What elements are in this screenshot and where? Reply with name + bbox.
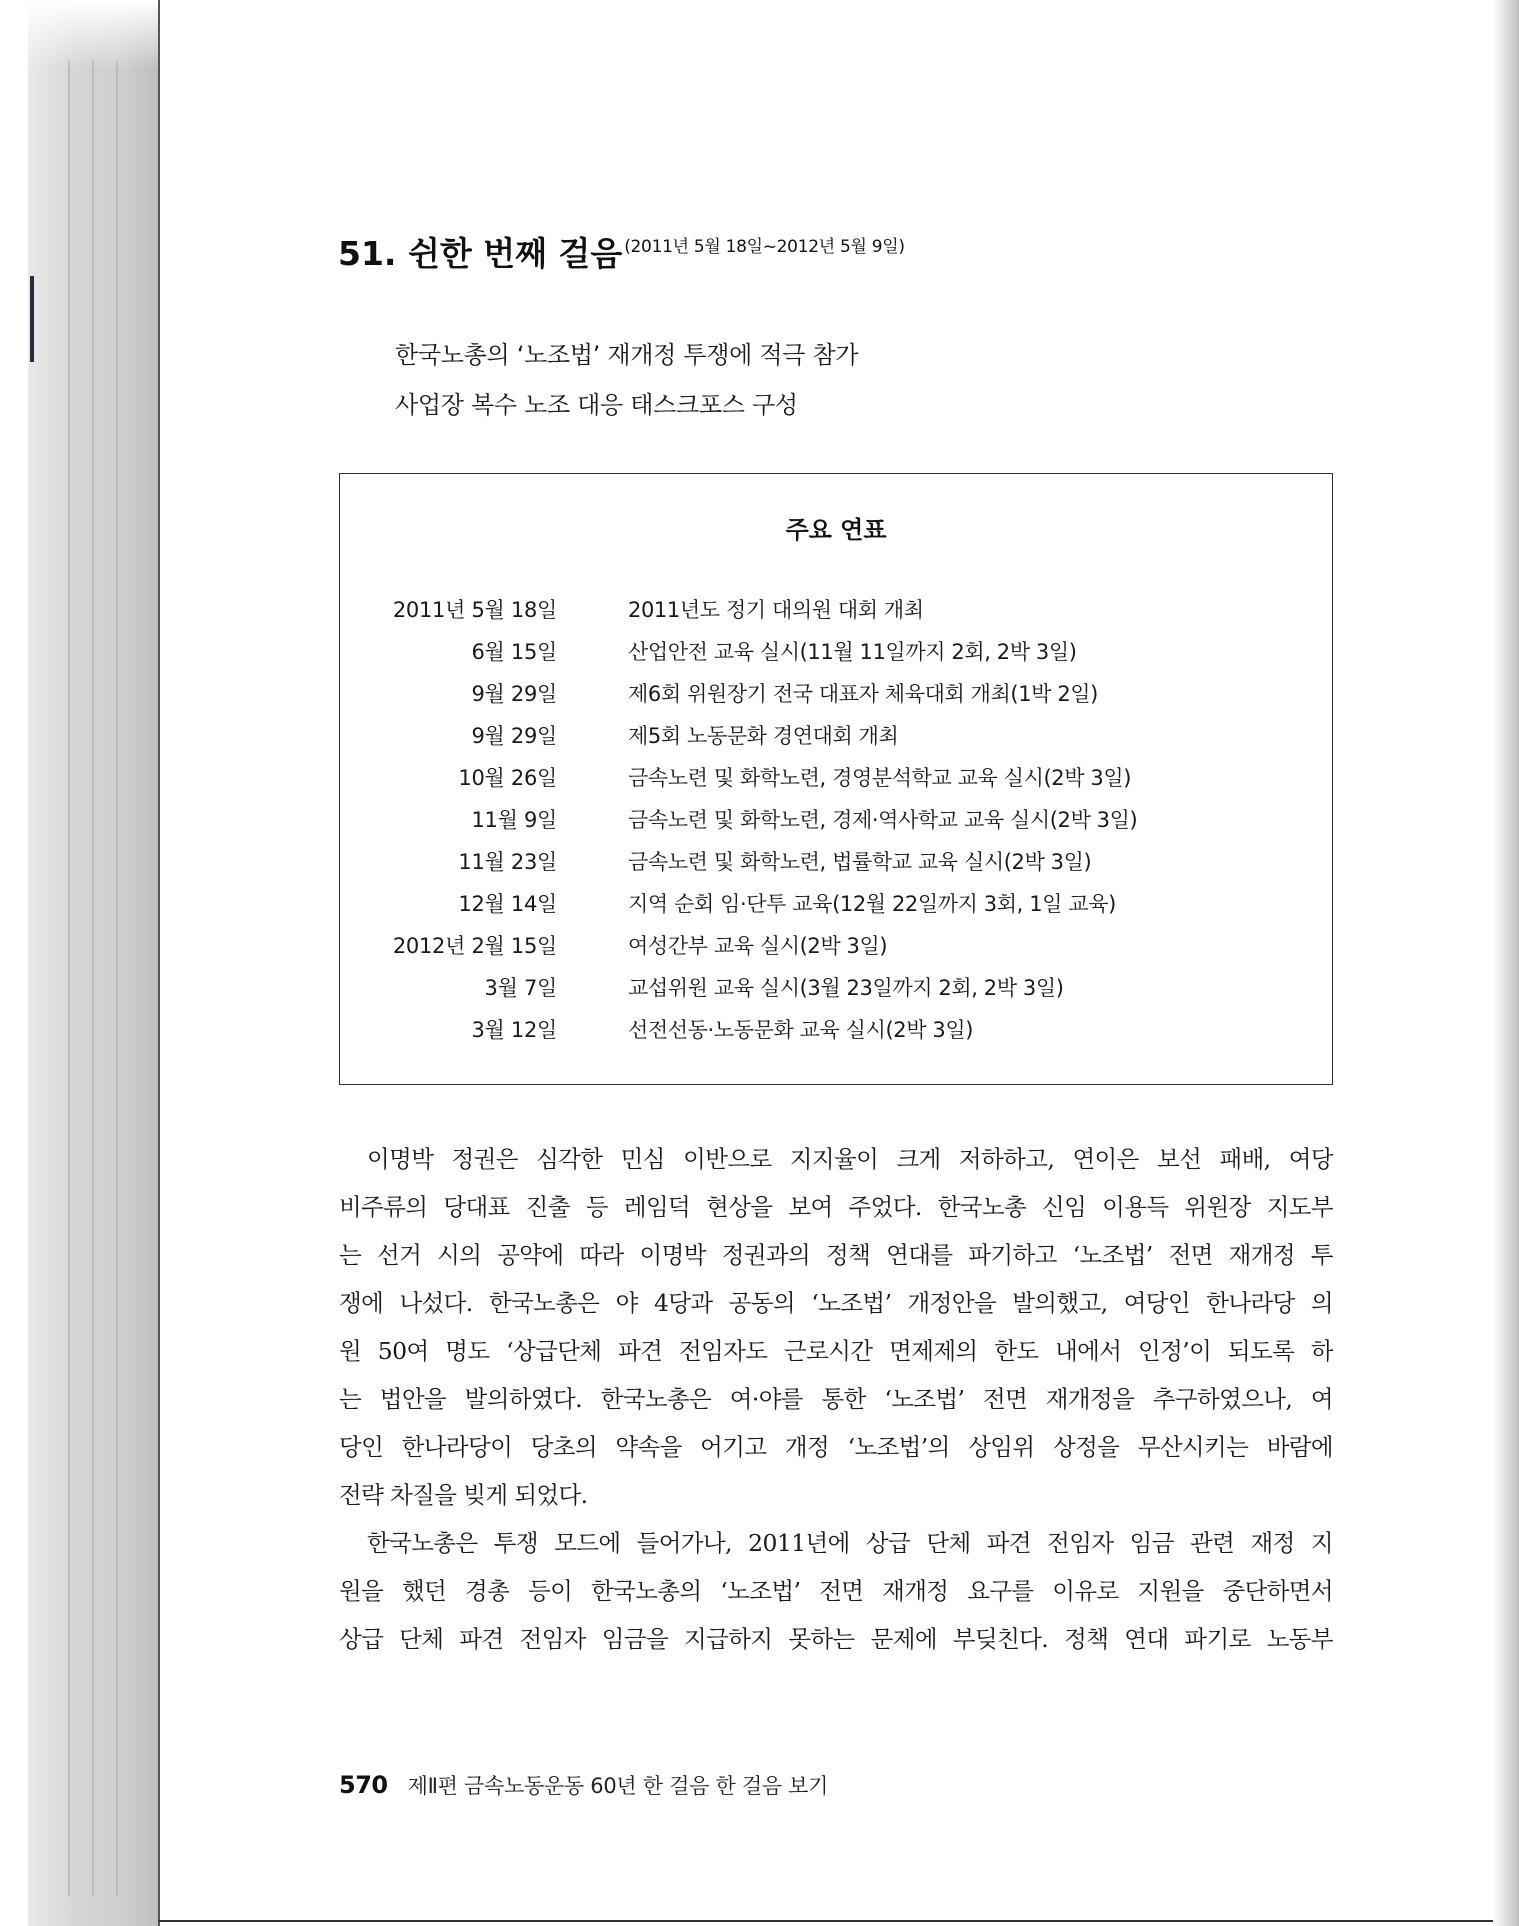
chapter-period: (2011년 5월 18일~2012년 5월 9일) — [624, 237, 905, 257]
timeline-event: 2011년도 정기 대의원 대회 개최 — [628, 598, 924, 622]
timeline-date: 9월 29일 — [471, 682, 557, 706]
timeline-event: 금속노련 및 화학노련, 경제·역사학교 교육 실시(2박 3일) — [628, 808, 1138, 832]
timeline-row — [340, 720, 1332, 762]
body-line: 전략 차질을 빚게 되었다. — [339, 1481, 588, 1509]
chapter-summary — [395, 330, 858, 430]
timeline-date: 11월 23일 — [458, 850, 557, 874]
timeline-row — [340, 594, 1332, 636]
timeline-row — [340, 804, 1332, 846]
page-bottom-border — [158, 1920, 1519, 1922]
timeline-date: 2011년 5월 18일 — [392, 598, 557, 622]
body-line: 는 선거 시의 공약에 따라 이명박 정권과의 정책 연대를 파기하고 ‘노조법’ 전면 재개정 투 — [339, 1241, 1333, 1269]
timeline-event: 산업안전 교육 실시(11월 11일까지 2회, 2박 3일) — [628, 640, 1077, 664]
running-head: 제Ⅱ편 금속노동운동 60년 한 걸음 한 걸음 보기 — [407, 1774, 829, 1798]
body-line: 원 50여 명도 ‘상급단체 파견 전임자도 근로시간 면제제의 한도 내에서 인정’이 되도록 하 — [339, 1337, 1333, 1365]
body-text — [339, 1135, 1333, 1663]
body-line: 한국노총은 투쟁 모드에 들어가나, 2011년에 상급 단체 파견 전임자 임금 관련 재정 지 — [367, 1529, 1333, 1557]
timeline-event: 지역 순회 임·단투 교육(12월 22일까지 3회, 1일 교육) — [628, 892, 1116, 916]
timeline-row — [340, 762, 1332, 804]
summary-line: 사업장 복수 노조 대응 태스크포스 구성 — [395, 391, 798, 419]
body-line: 당인 한나라당이 당초의 약속을 어기고 개정 ‘노조법’의 상임위 상정을 무산시키는 바람에 — [339, 1433, 1333, 1461]
timeline-date: 10월 26일 — [458, 766, 557, 790]
timeline-row — [340, 636, 1332, 678]
body-line: 쟁에 나섰다. 한국노총은 야 4당과 공동의 ‘노조법’ 개정안을 발의했고, 여당인 한나라당 의 — [339, 1289, 1333, 1317]
timeline-date: 3월 7일 — [484, 976, 557, 1000]
timeline-date: 2012년 2월 15일 — [392, 934, 557, 958]
timeline-date: 9월 29일 — [471, 724, 557, 748]
body-line: 원을 했던 경총 등이 한국노총의 ‘노조법’ 전면 재개정 요구를 이유로 지원을 중단하면서 — [339, 1577, 1333, 1605]
timeline-rows — [340, 594, 1332, 1056]
timeline-event: 제6회 위원장기 전국 대표자 체육대회 개최(1박 2일) — [628, 682, 1098, 706]
timeline-event: 금속노련 및 화학노련, 경영분석학교 교육 실시(2박 3일) — [628, 766, 1132, 790]
summary-line: 한국노총의 ‘노조법’ 재개정 투쟁에 적극 참가 — [395, 341, 859, 369]
timeline-date: 12월 14일 — [458, 892, 557, 916]
timeline-event: 선전선동·노동문화 교육 실시(2박 3일) — [628, 1018, 974, 1042]
page-number: 570 — [339, 1771, 388, 1799]
timeline-box — [339, 473, 1333, 1085]
page-footer — [339, 1770, 828, 1800]
timeline-row — [340, 846, 1332, 888]
timeline-event: 제5회 노동문화 경연대회 개최 — [628, 724, 899, 748]
timeline-event: 금속노련 및 화학노련, 법률학교 교육 실시(2박 3일) — [628, 850, 1092, 874]
body-line: 이명박 정권은 심각한 민심 이반으로 지지율이 크게 저하하고, 연이은 보선 패배, 여당 — [367, 1145, 1333, 1173]
timeline-date: 11월 9일 — [471, 808, 557, 832]
timeline-event: 교섭위원 교육 실시(3월 23일까지 2회, 2박 3일) — [628, 976, 1064, 1000]
timeline-row — [340, 888, 1332, 930]
body-line: 상급 단체 파견 전임자 임금을 지급하지 못하는 문제에 부딪친다. 정책 연대 파기로 노동부 — [339, 1625, 1333, 1653]
page-left-border — [158, 0, 160, 1926]
book-page-edges — [28, 0, 160, 1926]
body-line: 비주류의 당대표 진출 등 레임덕 현상을 보여 주었다. 한국노총 신임 이용득 위원장 지도부 — [339, 1193, 1333, 1221]
timeline-date: 3월 12일 — [471, 1018, 557, 1042]
timeline-row — [340, 678, 1332, 720]
timeline-row — [340, 972, 1332, 1014]
bookmark-ribbon — [30, 276, 34, 362]
chapter-title-text: 51. 쉰한 번째 걸음 — [338, 234, 623, 273]
page-right-shadow — [1493, 0, 1519, 1926]
timeline-event: 여성간부 교육 실시(2박 3일) — [628, 934, 888, 958]
body-line: 는 법안을 발의하였다. 한국노총은 여·야를 통한 ‘노조법’ 전면 재개정을 추구하였으나, 여 — [339, 1385, 1333, 1413]
timeline-row — [340, 930, 1332, 972]
chapter-title — [338, 228, 905, 275]
timeline-row — [340, 1014, 1332, 1056]
timeline-date: 6월 15일 — [471, 640, 557, 664]
timeline-title: 주요 연표 — [785, 516, 887, 544]
